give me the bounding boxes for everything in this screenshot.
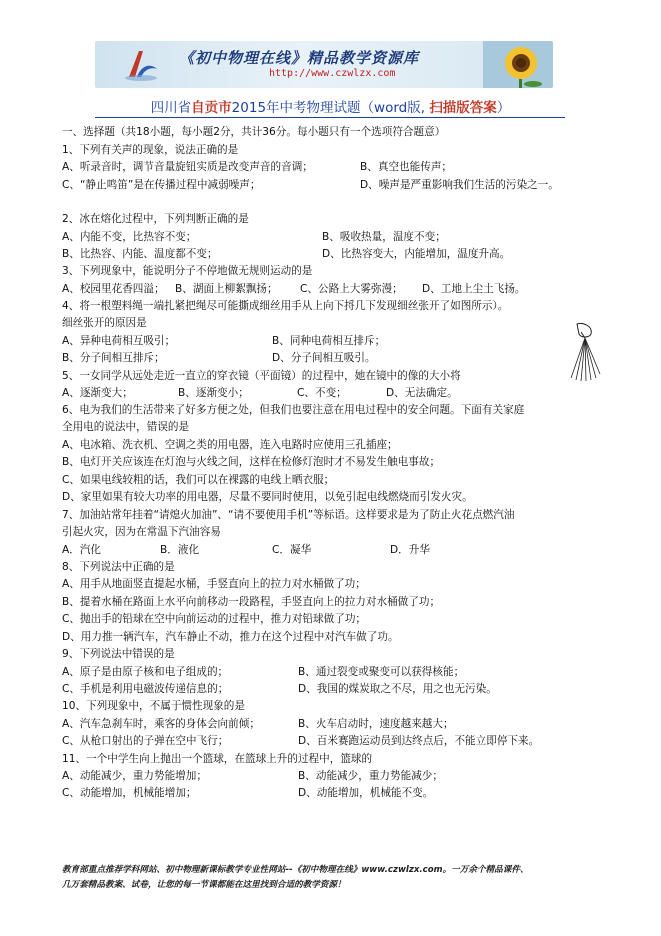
- question-5: 5、一女同学从远处走近一直立的穿衣镜（平面镜）的过程中，她在镜中的像的大小将: [62, 370, 461, 382]
- q5-option-b: B、逐渐变小；: [178, 387, 249, 399]
- q10-option-d: D、百米赛跑运动员到达终点后，不能立即停下来。: [298, 735, 540, 747]
- q3-option-d: D、工地上尘土飞扬。: [422, 283, 526, 295]
- q4-option-c: B、分子间相互排斥；: [62, 352, 165, 364]
- question-4-cont: 细丝张开的原因是: [62, 317, 147, 329]
- q8-option-a: A、用手从地面竖直提起水桶，手竖直向上的拉力对水桶做了功；: [62, 578, 366, 590]
- q10-option-c: C、从枪口射出的子弹在空中飞行；: [62, 735, 229, 747]
- q5-option-c: C、不变；: [297, 387, 347, 399]
- footer-line-2: 几万套精品教案、试卷，让您的每一节课都能在这里找到合适的教学资源！: [62, 880, 346, 890]
- q3-option-b: B、湖面上柳絮飘扬；: [175, 283, 278, 295]
- question-2: 2、冰在熔化过程中，下列判断正确的是: [62, 213, 249, 225]
- banner-url: http://www.czwlzx.com: [269, 68, 396, 79]
- question-9: 9、下列说法中错误的是: [62, 648, 175, 660]
- q7-option-d: D．升华: [390, 544, 430, 556]
- q7-option-c: C．凝华: [272, 544, 312, 556]
- q6-option-b: B、电灯开关应该连在灯泡与火线之间，这样在检修灯泡时才不易发生触电事故；: [62, 456, 441, 468]
- q9-option-c: C、手机是利用电磁波传递信息的；: [62, 683, 229, 695]
- q1-option-b: B、真空也能传声；: [360, 161, 453, 173]
- q1-option-c: C、“静止鸣笛”是在传播过程中减弱噪声；: [62, 179, 261, 191]
- q4-option-d: D、分子间相互吸引。: [272, 352, 376, 364]
- q4-option-a: A、异种电荷相互吸引；: [62, 335, 176, 347]
- question-8: 8、下列说法中正确的是: [62, 561, 175, 573]
- q1-option-a: A、听录音时，调节音量旋钮实质是改变声音的音调；: [62, 161, 313, 173]
- footer-line-1: 教育部重点推荐学科网站、初中物理新课标教学专业性网站--《初中物理在线》www.czwlzx.com。一万余个精品课件、: [62, 865, 529, 875]
- question-7-cont: 引起火灾，因为在常温下汽油容易: [62, 526, 221, 538]
- q10-option-a: A、汽车急刹车时，乘客的身体会向前倾；: [62, 718, 260, 730]
- question-4: 4、将一根塑料绳一端扎紧把绳尽可能撕成细丝用手从上向下捋几下发现细丝张开了如图所示）。: [62, 300, 509, 312]
- q2-option-a: A、内能不变，比热容不变；: [62, 231, 197, 243]
- question-3: 3、下列现象中，能说明分子不停地做无规则运动的是: [62, 265, 313, 277]
- q2-option-d: D、比热容变大，内能增加，温度升高。: [322, 248, 511, 260]
- question-10: 10、下列现象中，不属于惯性现象的是: [62, 700, 245, 712]
- q3-option-a: A、校园里花香四溢；: [62, 283, 165, 295]
- sunflower-icon: [483, 41, 553, 88]
- question-6: 6、电为我们的生活带来了好多方便之处，但我们也要注意在用电过程中的安全问题。下面有关家庭: [62, 404, 525, 416]
- section-heading: 一、选择题（共18小题，每小题2分，共计36分。每小题只有一个选项符合题意）: [62, 126, 446, 138]
- q2-option-c: B、比热容、内能、温度都不变；: [62, 248, 218, 260]
- q7-option-b: B．液化: [160, 544, 200, 556]
- question-1: 1、下列有关声的现象，说法正确的是: [62, 144, 239, 156]
- q8-option-b: B、提着水桶在路面上水平向前移动一段路程，手竖直向上的拉力对水桶做了功；: [62, 596, 441, 608]
- q8-option-d: D、用力推一辆汽车，汽车静止不动，推力在这个过程中对汽车做了功。: [62, 631, 399, 643]
- q10-option-b: B、火车启动时，速度越来越大；: [298, 718, 454, 730]
- q2-option-b: B、吸收热量，温度不变；: [322, 231, 446, 243]
- q1-option-d: D、噪声是严重影响我们生活的污染之一。: [360, 179, 559, 191]
- q8-option-c: C、抛出手的铅球在空中向前运动的过程中，推力对铅球做了功；: [62, 613, 367, 625]
- q3-option-c: C、公路上大雾弥漫；: [300, 283, 403, 295]
- q5-option-a: A、逐渐变大；: [62, 387, 133, 399]
- site-logo-icon: [121, 45, 161, 85]
- q6-option-c: C、如果电线较粗的话，我们可以在裸露的电线上晒衣服；: [62, 474, 335, 486]
- q9-option-b: B、通过裂变或聚变可以获得核能；: [298, 666, 465, 678]
- q11-option-c: C、动能增加，机械能增加；: [62, 787, 197, 799]
- title-divider: [95, 117, 565, 118]
- q9-option-d: D、我国的煤炭取之不尽，用之也无污染。: [298, 683, 497, 695]
- banner-title: 《初中物理在线》精品教学资源库: [179, 49, 420, 67]
- plastic-string-figure: [563, 322, 603, 382]
- q11-option-a: A、动能减少，重力势能增加；: [62, 770, 207, 782]
- header-banner: [95, 41, 553, 88]
- q11-option-b: B、动能减少，重力势能减少；: [298, 770, 443, 782]
- q6-option-a: A、电冰箱、洗衣机、空调之类的用电器，连入电路时应使用三孔插座；: [62, 439, 398, 451]
- q11-option-d: D、动能增加，机械能不变。: [298, 787, 434, 799]
- q5-option-d: D、无法确定。: [386, 387, 458, 399]
- q6-option-d: D、家里如果有较大功率的用电器，尽量不要同时使用，以免引起电线燃烧而引发火灾。: [62, 491, 473, 503]
- q7-option-a: A．汽化: [62, 544, 102, 556]
- q4-option-b: B、同种电荷相互排斥；: [272, 335, 386, 347]
- q9-option-a: A、原子是由原子核和电子组成的；: [62, 666, 229, 678]
- question-7: 7、加油站常年挂着“请熄火加油”、“请不要使用手机”等标语。这样要求是为了防止火花点燃汽油: [62, 509, 515, 521]
- question-6-cont: 全用电的说法中，错误的是: [62, 421, 190, 433]
- question-11: 11、一个中学生向上抛出一个篮球，在篮球上升的过程中，篮球的: [62, 753, 373, 765]
- page-title: 四川省自贡市2015年中考物理试题（word版, 扫描版答案）: [150, 100, 511, 116]
